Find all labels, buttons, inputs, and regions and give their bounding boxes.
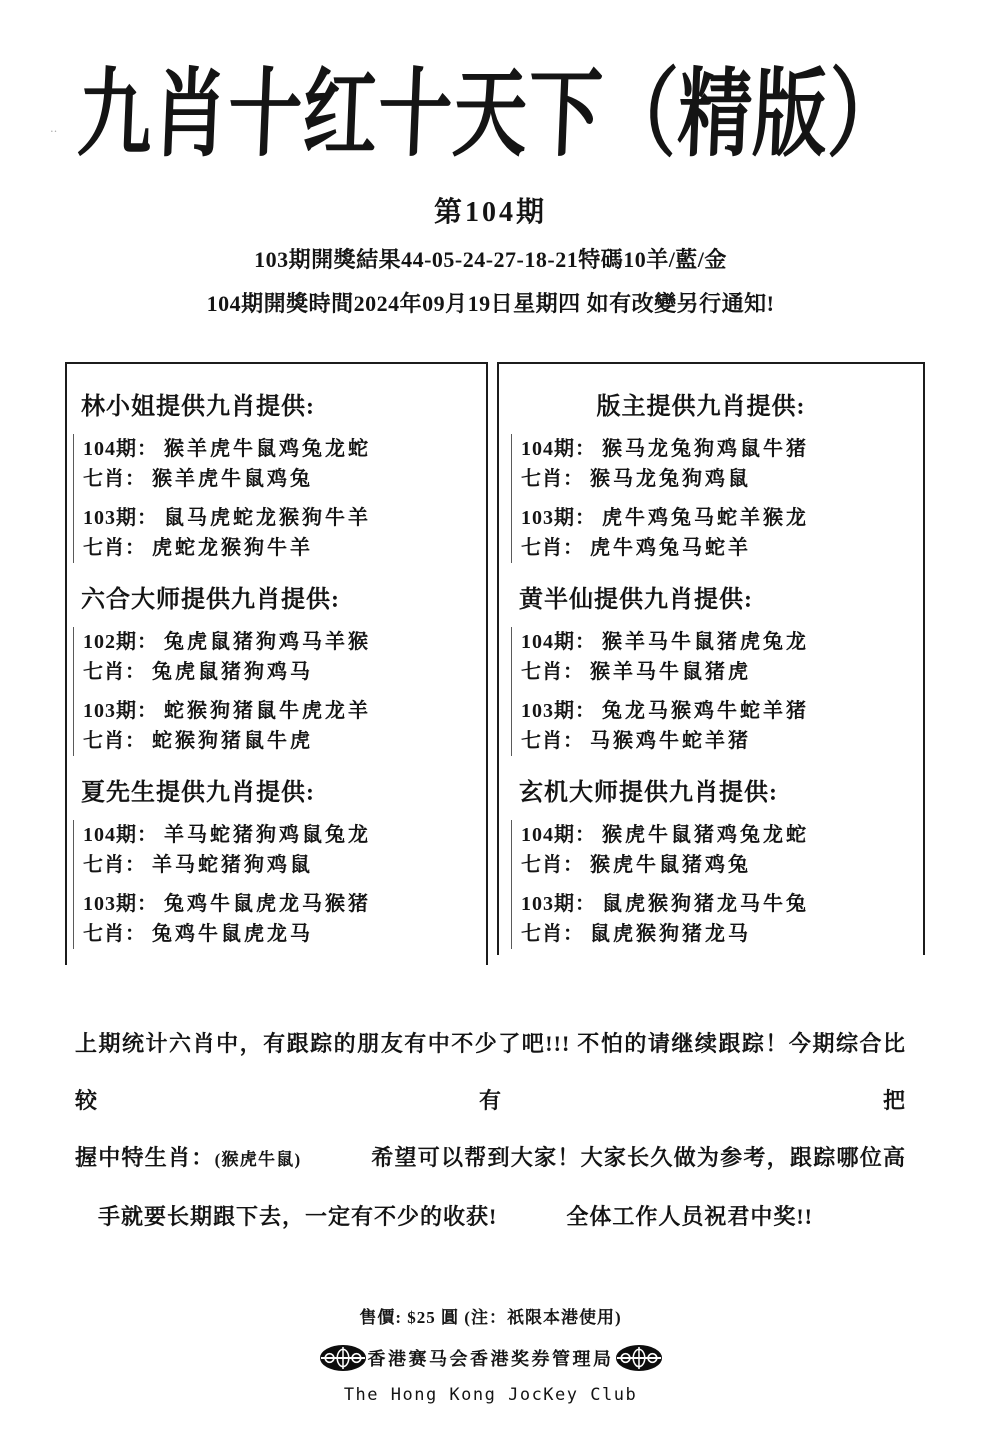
row-value: 兔虎鼠猪狗鸡马 xyxy=(152,661,313,683)
summary-line-2 xyxy=(75,1129,906,1188)
provider-header: 夏先生提供九肖提供: xyxy=(81,780,315,806)
provider-header: 林小姐提供九肖提供: xyxy=(81,394,315,420)
provider-entries xyxy=(73,627,482,756)
summary-line-2-prefix: 握中特生肖： xyxy=(75,1145,215,1170)
provider-section-huang-banxian xyxy=(517,579,919,756)
row-value: 羊马蛇猪狗鸡鼠兔龙 xyxy=(164,824,371,846)
row-label: 七肖： xyxy=(83,923,146,945)
row-label: 104期： xyxy=(521,824,596,846)
provider-section-liuhe-dashi xyxy=(79,579,482,756)
english-club-name: The Hong Kong JocKey Club xyxy=(343,1385,638,1405)
row-value: 猴马龙兔狗鸡鼠 xyxy=(590,468,751,490)
row-value: 虎牛鸡兔马蛇羊 xyxy=(590,537,751,559)
summary-line-3: 手就要长期跟下去，一定有不少的收获! 全体工作人员祝君中奖!! xyxy=(75,1204,813,1229)
prediction-row xyxy=(521,464,919,494)
prediction-row xyxy=(83,919,482,949)
row-value: 鼠虎猴狗猪龙马 xyxy=(590,923,751,945)
row-label: 104期： xyxy=(83,438,158,460)
prediction-row xyxy=(83,533,482,563)
row-value: 猴马龙兔狗鸡鼠牛猪 xyxy=(602,438,809,460)
row-value: 蛇猴狗猪鼠牛虎龙羊 xyxy=(164,700,371,722)
provider-header: 黄半仙提供九肖提供: xyxy=(519,587,753,613)
summary-paragraph xyxy=(75,1015,906,1245)
row-value: 猴虎牛鼠猪鸡兔 xyxy=(590,854,751,876)
row-label: 104期： xyxy=(83,824,158,846)
row-label: 103期： xyxy=(521,507,596,529)
row-label: 七肖： xyxy=(521,661,584,683)
row-label: 七肖： xyxy=(521,923,584,945)
draw-schedule-line: 104期開獎時間2024年09月19日星期四 如有改變另行通知! xyxy=(206,291,775,316)
row-value: 马猴鸡牛蛇羊猪 xyxy=(590,730,751,752)
prediction-row xyxy=(521,726,919,756)
row-label: 103期： xyxy=(83,700,158,722)
price-line: 售價: $25 圓 (注：祇限本港使用) xyxy=(359,1308,622,1327)
row-value: 兔鸡牛鼠虎龙马 xyxy=(152,923,313,945)
row-label: 104期： xyxy=(521,631,596,653)
prediction-row xyxy=(521,919,919,949)
footer-logo-row xyxy=(0,1343,981,1373)
hkjc-emblem-left-icon xyxy=(319,1343,367,1373)
provider-section-xuanji-dashi xyxy=(517,772,919,949)
hkjc-emblem-right-icon xyxy=(615,1343,663,1373)
prediction-row xyxy=(83,464,482,494)
provider-section-xia-xiansheng xyxy=(79,772,482,949)
issue-number: 第104期 xyxy=(433,197,547,228)
prediction-row xyxy=(83,850,482,880)
prediction-row xyxy=(521,657,919,687)
previous-result-line: 103期開獎結果44-05-24-27-18-21特碼10羊/藍/金 xyxy=(254,247,727,272)
row-label: 七肖： xyxy=(83,730,146,752)
prediction-row xyxy=(83,696,482,726)
row-label: 七肖： xyxy=(521,730,584,752)
row-value: 鼠虎猴狗猪龙马牛兔 xyxy=(602,893,809,915)
provider-header: 玄机大师提供九肖提供: xyxy=(519,780,778,806)
prediction-row xyxy=(83,434,482,464)
row-value: 鼠马虎蛇龙猴狗牛羊 xyxy=(164,507,371,529)
row-label: 103期： xyxy=(521,700,596,722)
row-label: 七肖： xyxy=(83,537,146,559)
prediction-row xyxy=(521,820,919,850)
prediction-row xyxy=(521,889,919,919)
prediction-row xyxy=(83,820,482,850)
row-value: 猴羊马牛鼠猪虎 xyxy=(590,661,751,683)
scan-artifact: ‥ xyxy=(50,123,61,135)
prediction-row xyxy=(83,657,482,687)
row-label: 103期： xyxy=(83,893,158,915)
prediction-row xyxy=(83,726,482,756)
prediction-row xyxy=(521,627,919,657)
prediction-row xyxy=(521,696,919,726)
row-value: 蛇猴狗猪鼠牛虎 xyxy=(152,730,313,752)
provider-entries xyxy=(511,434,919,563)
summary-line-2-suffix: 希望可以帮到大家！大家长久做为参考，跟踪哪位高 xyxy=(301,1145,906,1170)
row-value: 猴羊马牛鼠猪虎兔龙 xyxy=(602,631,809,653)
row-value: 猴羊虎牛鼠鸡兔 xyxy=(152,468,313,490)
prediction-row xyxy=(521,434,919,464)
row-value: 虎牛鸡兔马蛇羊猴龙 xyxy=(602,507,809,529)
row-label: 七肖： xyxy=(521,854,584,876)
row-value: 羊马蛇猪狗鸡鼠 xyxy=(152,854,313,876)
summary-line-1: 上期统计六肖中，有跟踪的朋友有中不少了吧!!! 不怕的请继续跟踪！今期综合比较有把 xyxy=(75,1031,906,1113)
provider-entries xyxy=(73,434,482,563)
row-label: 七肖： xyxy=(83,661,146,683)
masthead xyxy=(0,58,981,174)
prediction-row xyxy=(521,503,919,533)
row-value: 兔鸡牛鼠虎龙马猴猪 xyxy=(164,893,371,915)
provider-entries xyxy=(511,627,919,756)
prediction-row xyxy=(83,889,482,919)
provider-header: 版主提供九肖提供: xyxy=(596,394,806,420)
page-root xyxy=(0,58,981,1405)
page-title: 九肖十红十天下（精版） xyxy=(75,62,906,170)
row-label: 七肖： xyxy=(521,537,584,559)
row-label: 104期： xyxy=(521,438,596,460)
row-value: 猴羊虎牛鼠鸡兔龙蛇 xyxy=(164,438,371,460)
row-label: 103期： xyxy=(83,507,158,529)
predictions-column-left xyxy=(65,362,488,965)
row-value: 兔虎鼠猪狗鸡马羊猴 xyxy=(164,631,371,653)
prediction-row xyxy=(83,503,482,533)
prediction-row xyxy=(83,627,482,657)
row-label: 103期： xyxy=(521,893,596,915)
row-value: 虎蛇龙猴狗牛羊 xyxy=(152,537,313,559)
row-label: 七肖： xyxy=(83,468,146,490)
provider-entries xyxy=(73,820,482,949)
row-label: 102期： xyxy=(83,631,158,653)
row-label: 七肖： xyxy=(521,468,584,490)
special-zodiac-highlight: (猴虎牛鼠) xyxy=(214,1150,302,1169)
organization-name: 香港赛马会香港奖券管理局 xyxy=(367,1349,614,1369)
prediction-row xyxy=(521,850,919,880)
predictions-column-right xyxy=(497,362,925,955)
provider-entries xyxy=(511,820,919,949)
row-label: 七肖： xyxy=(83,854,146,876)
predictions-panel xyxy=(65,362,981,965)
row-value: 猴虎牛鼠猪鸡兔龙蛇 xyxy=(602,824,809,846)
row-value: 兔龙马猴鸡牛蛇羊猪 xyxy=(602,700,809,722)
provider-section-lin-xiaojie xyxy=(79,386,482,563)
prediction-row xyxy=(521,533,919,563)
provider-header: 六合大师提供九肖提供: xyxy=(81,587,340,613)
provider-section-banzhu xyxy=(517,386,919,563)
